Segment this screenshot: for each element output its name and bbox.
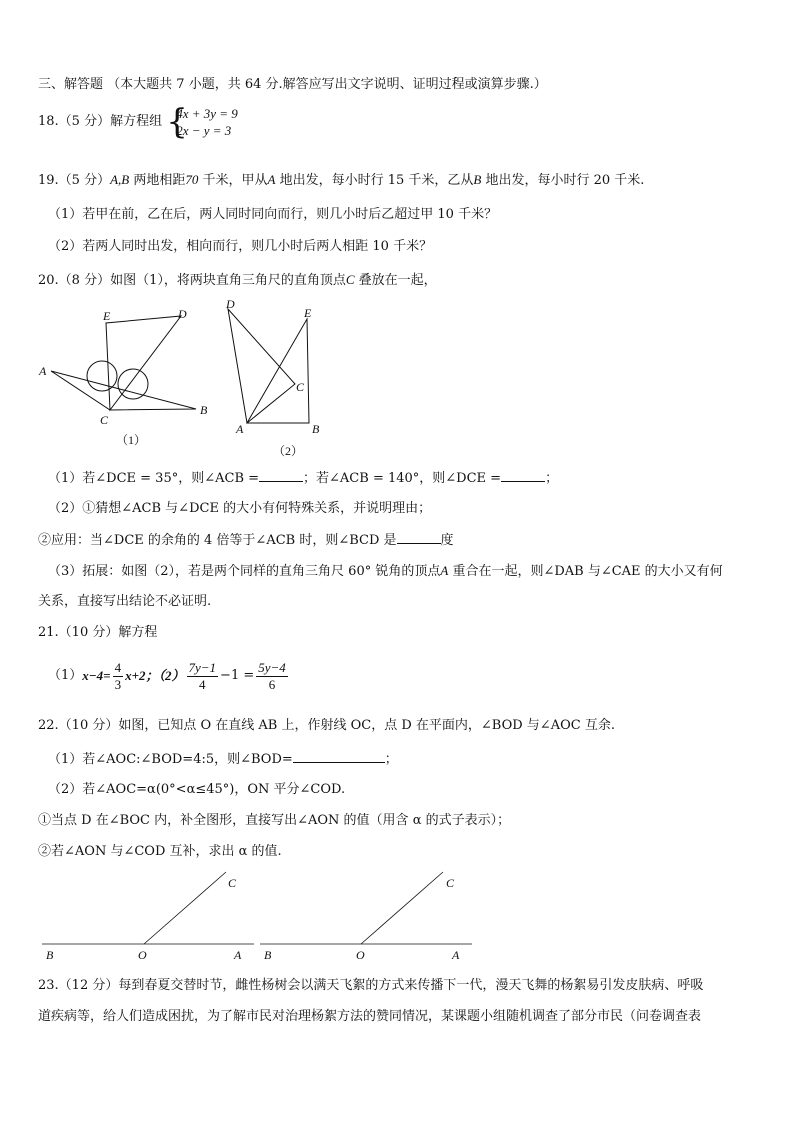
frac-num: 7y−1 [188,659,217,675]
fig1-label-A: A [39,364,47,378]
brace-symbol: { [166,102,188,142]
q21-p2-mid: −1 = [220,668,255,683]
figA-label-C: C [228,876,237,890]
frac-num: 4 [114,659,122,675]
figB-label-C: C [446,876,455,890]
frac-den: 4 [199,676,206,692]
answer-blank-dce[interactable] [501,469,545,482]
frac-den: 6 [268,676,276,692]
q21-equations [48,656,290,696]
circle-left [87,361,117,391]
q20-p1-b: ；若∠ACB = 140°，则∠DCE = [303,471,502,486]
q22-p1-b: ； [384,752,398,767]
figure-1 [36,300,216,450]
q22-part2b: ②若∠AON 与∠COD 互补，求出 α 的值. [38,844,282,859]
fig2-label-C: C [296,380,305,394]
q21-p1-rhs: x+2；（2） [125,668,185,683]
q20-part2: （2）①猜想∠ACB 与∠DCE 的大小有何特殊关系，并说明理由； [48,501,432,516]
fraction-5y-4-over-6 [256,660,288,693]
fig1-label-D: D [178,307,187,321]
fig2-caption: （2） [273,444,304,458]
section-desc: （本大题共 7 小题，共 64 分.解答应写出文字说明、证明过程或演算步骤.） [107,77,547,92]
question-20-stem [38,271,437,290]
section-title: 三、解答题 [38,77,104,92]
q20-part3-cont: 关系，直接写出结论不必证明. [38,594,212,609]
q20-part3 [48,562,723,581]
q21-p1-label: （1） [48,668,83,683]
q20-part1 [48,469,558,488]
fig1-label-B: B [200,403,208,417]
q20-p3-c: 重合在一起，则∠DAB 与∠CAE 的大小又有何 [448,564,723,579]
figB-label-A: A [452,948,460,962]
equation-2: 2x − y = 3 [176,123,232,138]
triangle-acb [51,371,196,410]
q19-text-b: 千米，甲从 [198,173,268,188]
fraction-7y-1-over-4 [187,660,219,693]
figB-label-O: O [356,948,365,962]
q20-p1-a: （1）若∠DCE = 35°，则∠ACB = [48,471,260,486]
q19-text-c: 地出发，每小时行 15 千米，乙从 [275,173,474,188]
q21-p1-lhs: x−4= [82,668,111,683]
q19-part2: （2）若两人同时出发，相向而行，则几小时后两人相距 10 千米？ [48,239,433,254]
fig2-label-D: D [226,297,235,311]
figA-label-B: B [46,948,54,962]
section-header [38,76,547,94]
answer-blank-acb[interactable] [259,469,303,482]
circle-right [118,369,148,399]
frac-den: 3 [114,676,122,692]
fig1-caption: （1） [116,433,147,447]
figA-label-O: O [138,948,147,962]
question-21-stem: 21.（10 分）解方程 [38,625,158,640]
fraction-4-3 [113,660,124,693]
q20-p2b-a: ②应用：当∠DCE 的余角的 4 倍等于∠ACB 时，则∠BCD 是 [38,533,397,548]
fig2-label-A: A [236,422,244,436]
q19-part1: （1）若甲在前，乙在后，两人同时同向而行，则几小时后乙超过甲 10 千米？ [48,207,498,222]
q19-ab: A,B [110,172,130,187]
question-19-stem [38,171,644,190]
q22-part1 [48,750,398,769]
fig2-label-E: E [304,306,312,320]
q20-p3-b: A [440,563,449,578]
q20-head-tail: 叠放在一起， [354,273,437,288]
q20-c: C [345,272,355,287]
q20-p2b-b: 度 [440,533,454,548]
equation-1: 4x + 3y = 9 [176,106,238,121]
triangle-adc [228,309,295,423]
triangle-ecd [106,316,181,410]
frac-num: 5y−4 [258,659,286,675]
q22-p1-a: （1）若∠AOC:∠BOD=4:5，则∠BOD= [48,752,293,767]
question-23-line2: 道疾病等，给人们造成困扰，为了解市民对治理杨絮方法的赞同情况，某课题小组随机调查了部分市民（问卷调查表 [38,1009,702,1024]
fig1-label-E: E [103,309,111,323]
q19-a: A [267,172,276,187]
triangle-abe [247,319,309,423]
q19-head: 19.（5 分） [38,173,111,188]
q20-head: 20.（8 分）如图（1），将两块直角三角尺的直角顶点 [38,273,346,288]
q22-part2: （2）若∠AOC=α(0°<α≤45°)，ON 平分∠COD. [48,782,346,797]
figure-2 [228,295,338,465]
ray-oc-left [144,872,226,944]
ray-oc-right [361,872,443,944]
q19-text-d: 地出发，每小时行 20 千米. [481,173,645,188]
equation-system [166,102,238,142]
answer-blank-bcd[interactable] [397,531,441,544]
q18-head: 18.（5 分）解方程组 [38,114,163,129]
q20-p3-a: （3）拓展：如图（2），若是两个同样的直角三角尺 60° 锐角的顶点 [48,564,441,579]
question-23-line1: 23.（12 分）每到春夏交替时节，雌性杨树会以满天飞絮的方式来传播下一代，漫天飞舞的杨絮易引发皮肤病、呼吸 [38,978,704,993]
figB-label-B: B [264,948,272,962]
fig2-label-B: B [312,422,320,436]
question-18 [38,102,238,142]
answer-blank-bod[interactable] [293,750,385,763]
q19-dist: 70 [185,172,199,187]
figA-label-A: A [234,948,242,962]
q22-part2a: ①当点 D 在∠BOC 内，补全图形，直接写出∠AON 的值（用含 α 的式子表示）； [38,813,511,828]
figure-22 [38,866,478,964]
fig1-label-C: C [100,413,109,427]
q20-p1-c: ； [545,471,559,486]
q19-text-a: 两地相距 [129,173,186,188]
q19-b: B [473,172,482,187]
question-22-stem: 22.（10 分）如图，已知点 O 在直线 AB 上，作射线 OC，点 D 在平面内，∠BOD 与∠AOC 互余. [38,718,615,733]
q20-part2b [38,531,454,550]
